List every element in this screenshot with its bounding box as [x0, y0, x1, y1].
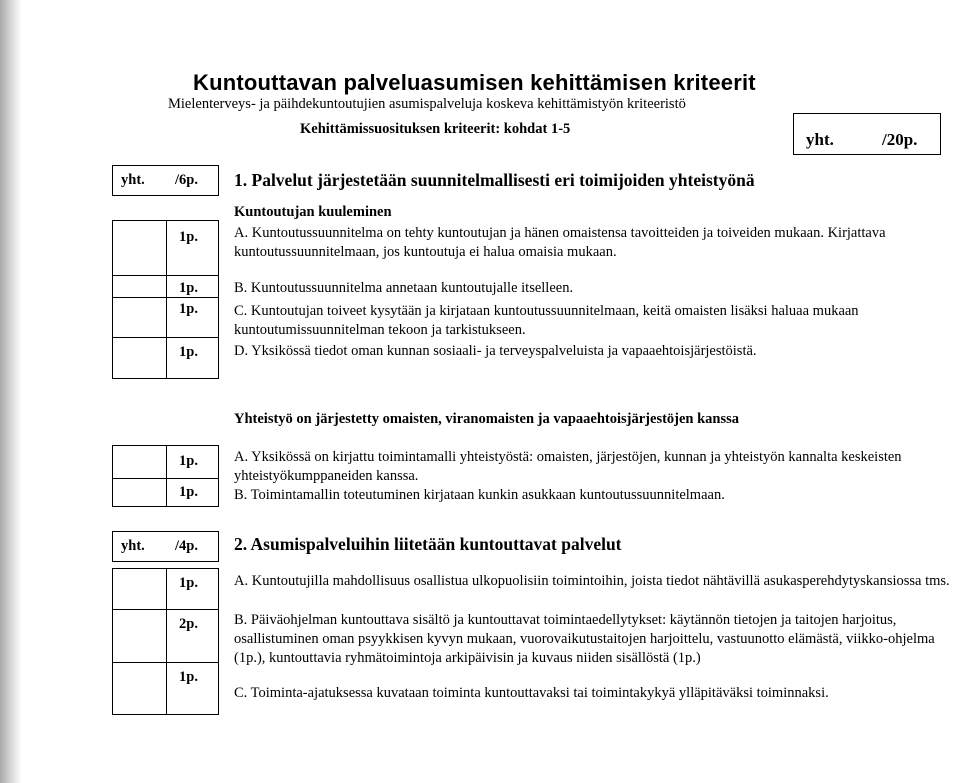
section1-score-label: yht. — [121, 172, 145, 188]
section2-score-points: /4p. — [175, 538, 198, 554]
section1-group2-item-b: B. Toimintamallin toteutuminen kirjataan kunkin asukkaan kuntoutussuunnitelmaan. — [234, 487, 725, 503]
item-points: 1p. — [179, 484, 198, 500]
section1-score-box — [112, 165, 219, 196]
section2-item-b: B. Päiväohjelman kuntouttava sisältö ja kuntouttavat toimintaedellytykset: käytännön tietojen ja taitojen harjoitus, osallistuminen oman psyykkisen kyvyn mukaan, vuorovaikutustaitojen harjoittelu, vastuunotto elämästä, viikko-ohjelma (1p.), kuntouttavia ryhmätoimintoja arkipäivisin ja kuvaus niiden sisällöstä (1p.) — [234, 612, 935, 666]
score-row — [113, 297, 218, 337]
section2-score-box — [112, 531, 219, 562]
item-points: 1p. — [179, 344, 198, 360]
section1-group1-score-grid — [112, 220, 219, 379]
page-title: Kuntouttavan palveluasumisen kehittämisen kriteerit — [193, 70, 756, 95]
total-score-box — [793, 113, 941, 155]
section2-item-a: A. Kuntoutujilla mahdollisuus osallistua ulkopuolisiin toimintoihin, joista tiedot nähtävillä asukasperehdytyskansiossa tms. — [234, 573, 950, 589]
item-points: 1p. — [179, 229, 198, 245]
section1-item-c: C. Kuntoutujan toiveet kysytään ja kirjataan kuntoutussuunnitelmaan, keitä omaisten lisäksi haluaa mukaan kuntoutumissuunnitelman tekoon ja tarkistukseen. — [234, 303, 859, 338]
page-subtitle: Mielenterveys- ja päihdekuntoutujien asumispalveluja koskeva kehittämistyön kriteeristö — [168, 96, 686, 112]
section1-group2-item-a: A. Yksikössä on kirjattu toimintamalli yhteistyöstä: omaisten, järjestöjen, kunnan ja yhteistyön kannalta keskeisten yhteistyökumppaneiden kanssa. — [234, 449, 902, 484]
item-points: 1p. — [179, 301, 198, 317]
total-score-points: /20p. — [882, 130, 918, 149]
score-row — [113, 446, 218, 478]
criteria-heading: Kehittämissuosituksen kriteerit: kohdat 1-5 — [300, 121, 571, 137]
item-points: 1p. — [179, 669, 198, 685]
section1-item-b: B. Kuntoutussuunnitelma annetaan kuntoutujalle itselleen. — [234, 280, 574, 296]
score-row — [113, 478, 218, 506]
score-row — [113, 609, 218, 662]
score-row — [113, 662, 218, 714]
section1-item-d: D. Yksikössä tiedot oman kunnan sosiaali- ja terveyspalveluista ja vapaaehtoisjärjestöistä. — [234, 343, 757, 359]
section2-score-label: yht. — [121, 538, 145, 554]
section1-title: 1. Palvelut järjestetään suunnitelmallisesti eri toimijoiden yhteistyönä — [234, 170, 755, 190]
item-points: 2p. — [179, 616, 198, 632]
section1-group2-heading: Yhteistyö on järjestetty omaisten, viranomaisten ja vapaaehtoisjärjestöjen kanssa — [234, 411, 740, 427]
score-row — [113, 337, 218, 378]
section2-item-c: C. Toiminta-ajatuksessa kuvataan toiminta kuntouttavaksi tai toimintakykyä ylläpitäväksi toiminnaksi. — [234, 685, 829, 701]
section1-group1-heading: Kuntoutujan kuuleminen — [234, 204, 392, 220]
score-row — [113, 221, 218, 275]
item-points: 1p. — [179, 575, 198, 591]
item-points: 1p. — [179, 453, 198, 469]
section2-title: 2. Asumispalveluihin liitetään kuntouttavat palvelut — [234, 534, 622, 554]
item-points: 1p. — [179, 280, 198, 296]
total-score-label: yht. — [806, 130, 834, 149]
score-row — [113, 275, 218, 297]
section2-score-grid — [112, 568, 219, 715]
score-row — [113, 569, 218, 609]
left-edge-shading — [0, 0, 22, 783]
section1-group2-score-grid — [112, 445, 219, 507]
section1-item-a: A. Kuntoutussuunnitelma on tehty kuntoutujan ja hänen omaistensa tavoitteiden ja toiveiden mukaan. Kirjattava kuntoutussuunnitelmaan, jos kuntoutuja ei halua omaisia mukaan. — [234, 225, 886, 260]
section1-score-points: /6p. — [175, 172, 198, 188]
